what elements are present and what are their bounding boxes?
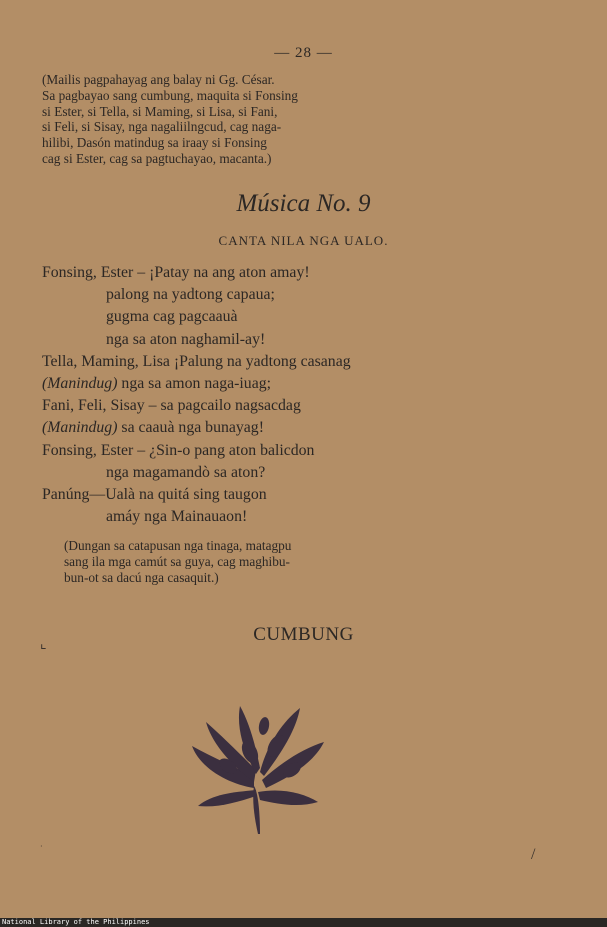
verse-line: amáy nga Mainauaon! bbox=[106, 508, 248, 526]
verse-line: nga sa aton naghamil-ay! bbox=[106, 330, 266, 348]
verse-line: (Manindug) sa caauà nga bunayag! bbox=[42, 419, 264, 437]
floral-ornament-icon bbox=[188, 696, 328, 838]
library-footer: National Library of the Philippines bbox=[2, 918, 150, 926]
stage-direction-line: hilibi, Dasón matindug sa iraay si Fonsing bbox=[42, 135, 267, 151]
verse-line: Fonsing, Ester – ¿Sin-o pang aton balicdon bbox=[42, 441, 315, 459]
verse-line: nga magamandò sa aton? bbox=[106, 463, 266, 481]
ink-mark: · bbox=[40, 842, 43, 851]
verse-line: Tella, Maming, Lisa ¡Palung na yadtong casanag bbox=[42, 352, 351, 370]
stage-direction-line: cag si Ester, cag sa pagtuchayao, macanta.) bbox=[42, 150, 272, 166]
page-number: — 28 — bbox=[274, 45, 333, 61]
closing-direction-line: bun-ot sa dacú nga casaquit.) bbox=[64, 569, 219, 585]
stage-direction bbox=[42, 72, 488, 167]
closing-direction bbox=[64, 538, 484, 585]
stage-cue: (Manindug) bbox=[42, 375, 118, 393]
section-heading: CUMBUNG bbox=[253, 624, 354, 645]
song-verse bbox=[42, 262, 562, 528]
stage-direction-line: Sa pagbayao sang cumbung, maquita si Fonsing bbox=[42, 87, 298, 103]
music-title: Música No. 9 bbox=[236, 190, 371, 217]
stage-direction-line: (Mailis pagpahayag ang balay ni Gg. César. bbox=[42, 72, 275, 87]
music-subtitle: CANTA NILA NGA UALO. bbox=[218, 233, 389, 248]
verse-line: Fonsing, Ester – ¡Patay na ang aton amay! bbox=[42, 264, 310, 281]
verse-line: palong na yadtong capaua; bbox=[106, 286, 275, 304]
closing-direction-line: sang ila mga camút sa guya, cag maghibu- bbox=[64, 553, 290, 569]
verse-line: Fani, Feli, Sisay – sa pagcailo nagsacdag bbox=[42, 397, 301, 415]
verse-line: Panúng—Ualà na quitá sing taugon bbox=[42, 486, 267, 504]
verse-line: gugma cag pagcaauà bbox=[106, 308, 238, 326]
closing-direction-line: (Dungan sa catapusan nga tinaga, matagpu bbox=[64, 538, 292, 553]
stage-direction-line: si Feli, si Sisay, nga nagaliilngcud, cag naga- bbox=[42, 119, 282, 135]
stage-cue: (Manindug) bbox=[42, 419, 118, 437]
verse-line: (Manindug) nga sa amon naga-iuag; bbox=[42, 375, 271, 393]
ink-mark: / bbox=[531, 846, 536, 863]
ink-mark: ⌞ bbox=[40, 637, 47, 652]
stage-direction-line: si Ester, si Tella, si Maming, si Lisa, si Fani, bbox=[42, 103, 278, 119]
